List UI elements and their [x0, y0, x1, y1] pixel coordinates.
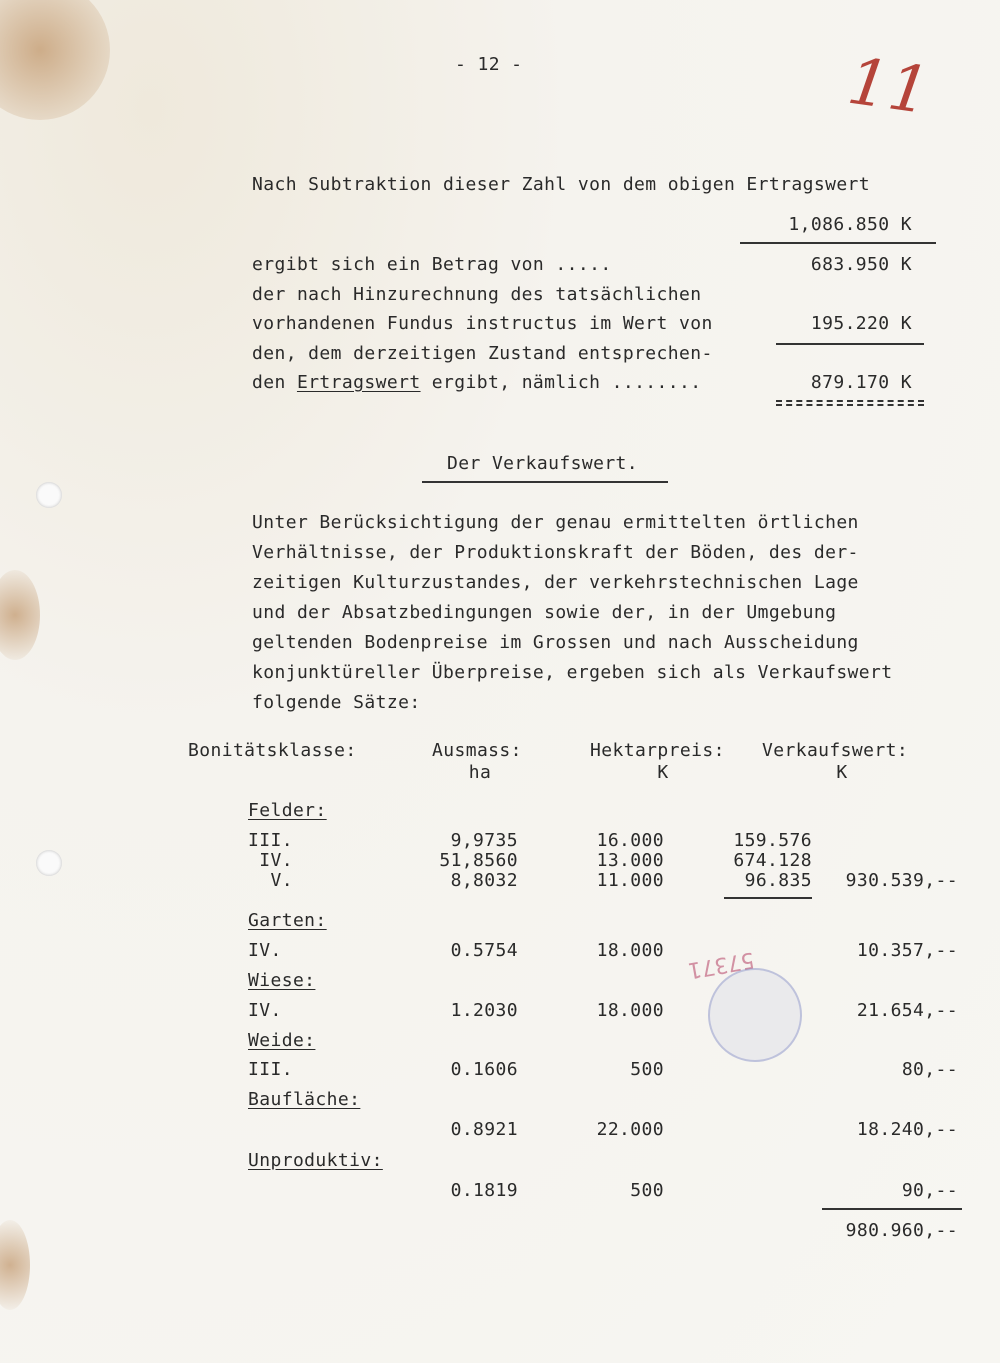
calc-row-amount: 683.950 K: [810, 254, 912, 275]
round-stamp: [708, 968, 802, 1062]
burn-stain: [0, 1220, 30, 1310]
category-label: Weide:: [248, 1030, 316, 1051]
text-part: den: [252, 372, 297, 393]
calc-row-amount: 879.170 K: [810, 372, 912, 393]
rule: [422, 481, 668, 483]
amount-total: 1,086.850 K: [788, 214, 912, 235]
class-cell: III.: [248, 830, 293, 851]
header-bonitaetsklasse: Bonitätsklasse:: [188, 740, 357, 761]
class-cell: V.: [248, 870, 293, 891]
price-cell: 13.000: [596, 850, 664, 871]
punch-hole: [36, 482, 62, 508]
value-cell: 10.357,--: [856, 940, 958, 961]
paragraph-line: zeitigen Kulturzustandes, der verkehrstechnischen Lage: [252, 572, 859, 593]
subtotal-cell: 96.835: [744, 870, 812, 891]
intro-line: Nach Subtraktion dieser Zahl von dem obigen Ertragswert: [252, 174, 871, 195]
header-verkaufswert: Verkaufswert:: [762, 740, 909, 761]
paragraph-line: und der Absatzbedingungen sowie der, in der Umgebung: [252, 602, 837, 623]
area-cell: 0.1606: [450, 1059, 518, 1080]
paragraph-line: geltenden Bodenpreise im Grossen und nach Ausscheidung: [252, 632, 859, 653]
area-cell: 51,8560: [439, 850, 518, 871]
category-label: Garten:: [248, 910, 327, 931]
area-cell: 0.5754: [450, 940, 518, 961]
class-cell: III.: [248, 1059, 293, 1080]
area-cell: 1.2030: [450, 1000, 518, 1021]
category-label: Wiese:: [248, 970, 316, 991]
section-heading: Der Verkaufswert.: [447, 453, 639, 474]
header-hektarpreis-unit: K: [657, 762, 669, 783]
calc-row-text: den, dem derzeitigen Zustand entsprechen-: [252, 343, 713, 364]
price-cell: 18.000: [596, 940, 664, 961]
area-cell: 0.8921: [450, 1119, 518, 1140]
burn-stain: [0, 570, 40, 660]
value-cell: 930.539,--: [845, 870, 958, 891]
burn-stain: [0, 0, 110, 120]
paragraph-line: konjunktüreller Überpreise, ergeben sich als Verkaufswert: [252, 662, 893, 683]
rule: [822, 1208, 962, 1210]
price-cell: 500: [630, 1180, 664, 1201]
paragraph-line: Unter Berücksichtigung der genau ermittelten örtlichen: [252, 512, 859, 533]
area-cell: 8,8032: [450, 870, 518, 891]
price-cell: 16.000: [596, 830, 664, 851]
calc-row-text: ergibt sich ein Betrag von .....: [252, 254, 612, 275]
punch-hole: [36, 850, 62, 876]
category-label: Felder:: [248, 800, 327, 821]
price-cell: 11.000: [596, 870, 664, 891]
header-hektarpreis: Hektarpreis:: [590, 740, 725, 761]
stamp-number: 57371: [686, 946, 756, 983]
underlined-term: Ertragswert: [296, 372, 421, 393]
calc-row-text: vorhandenen Fundus instructus im Wert von: [252, 313, 713, 334]
page-number: - 12 -: [455, 54, 523, 75]
paragraph-line: Verhältnisse, der Produktionskraft der Böden, des der-: [252, 542, 859, 563]
calc-row-text: [252, 372, 702, 394]
rule: [740, 242, 936, 244]
handwritten-folio: 11: [843, 44, 935, 130]
value-cell: 80,--: [901, 1059, 958, 1080]
price-cell: 22.000: [596, 1119, 664, 1140]
calc-row-amount: 195.220 K: [810, 313, 912, 334]
header-ausmass-unit: ha: [468, 762, 492, 783]
grand-total: 980.960,--: [845, 1220, 958, 1241]
area-cell: 9,9735: [450, 830, 518, 851]
class-cell: IV.: [248, 850, 293, 871]
rule: [724, 897, 812, 899]
category-label: Unproduktiv:: [248, 1150, 383, 1171]
header-verkaufswert-unit: K: [836, 762, 848, 783]
subtotal-cell: 674.128: [733, 850, 812, 871]
class-cell: IV.: [248, 940, 282, 961]
value-cell: 18.240,--: [856, 1119, 958, 1140]
category-label: Baufläche:: [248, 1089, 361, 1110]
double-rule: [776, 400, 924, 406]
value-cell: 90,--: [901, 1180, 958, 1201]
class-cell: IV.: [248, 1000, 282, 1021]
area-cell: 0.1819: [450, 1180, 518, 1201]
calc-row-text: der nach Hinzurechnung des tatsächlichen: [252, 284, 702, 305]
rule: [776, 343, 924, 345]
price-cell: 18.000: [596, 1000, 664, 1021]
text-part: ergibt, nämlich ........: [420, 372, 702, 393]
price-cell: 500: [630, 1059, 664, 1080]
header-ausmass: Ausmass:: [432, 740, 522, 761]
value-cell: 21.654,--: [856, 1000, 958, 1021]
subtotal-cell: 159.576: [733, 830, 812, 851]
paragraph-line: folgende Sätze:: [252, 692, 421, 713]
